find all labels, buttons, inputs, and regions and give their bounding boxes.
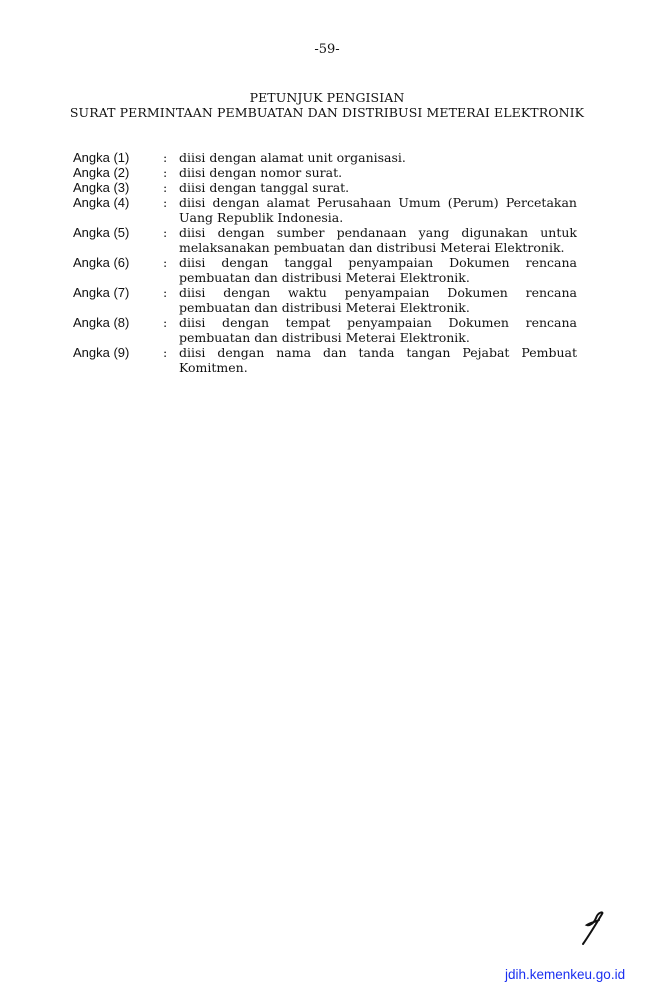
- item-text: diisi dengan tanggal penyampaian Dokumen rencana pembuatan dan distribusi Meterai Elektronik.: [179, 255, 577, 285]
- item-label: Angka (7): [73, 285, 130, 300]
- document-subtitle: SURAT PERMINTAAN PEMBUATAN DAN DISTRIBUSI METERAI ELEKTRONIK: [69, 105, 585, 120]
- list-item: [73, 195, 577, 225]
- item-separator: :: [163, 315, 168, 330]
- item-separator: :: [163, 285, 168, 300]
- list-item: [73, 285, 577, 315]
- item-label: Angka (5): [73, 225, 130, 240]
- signature-initial: [578, 910, 608, 950]
- item-separator: :: [163, 225, 168, 240]
- list-item: [73, 180, 577, 195]
- item-separator: :: [163, 150, 168, 165]
- item-text: diisi dengan alamat Perusahaan Umum (Perum) Percetakan Uang Republik Indonesia.: [179, 195, 577, 225]
- list-item: [73, 165, 577, 180]
- list-item: [73, 225, 577, 255]
- list-item: [73, 345, 577, 375]
- item-separator: :: [163, 165, 168, 180]
- item-label: Angka (4): [73, 195, 130, 210]
- list-item: [73, 315, 577, 345]
- list-item: [73, 255, 577, 285]
- item-separator: :: [163, 255, 168, 270]
- item-label: Angka (9): [73, 345, 130, 360]
- item-separator: :: [163, 180, 168, 195]
- item-text: diisi dengan tempat penyampaian Dokumen rencana pembuatan dan distribusi Meterai Elektronik.: [179, 315, 577, 345]
- item-label: Angka (3): [73, 180, 130, 195]
- item-separator: :: [163, 195, 168, 210]
- item-text: diisi dengan tanggal surat.: [179, 180, 350, 195]
- page-number: -59-: [314, 42, 340, 57]
- item-text: diisi dengan waktu penyampaian Dokumen rencana pembuatan dan distribusi Meterai Elektronik.: [179, 285, 577, 315]
- instruction-list: [73, 150, 577, 375]
- item-label: Angka (6): [73, 255, 130, 270]
- item-separator: :: [163, 345, 168, 360]
- item-text: diisi dengan nama dan tanda tangan Pejabat Pembuat Komitmen.: [179, 345, 577, 375]
- document-title: PETUNJUK PENGISIAN: [249, 90, 405, 105]
- item-label: Angka (8): [73, 315, 130, 330]
- item-label: Angka (2): [73, 165, 130, 180]
- item-text: diisi dengan alamat unit organisasi.: [179, 150, 406, 165]
- item-text: diisi dengan sumber pendanaan yang digunakan untuk melaksanakan pembuatan dan distribusi Meterai Elektronik.: [179, 225, 577, 255]
- item-text: diisi dengan nomor surat.: [179, 165, 343, 180]
- item-label: Angka (1): [73, 150, 130, 165]
- footer-link[interactable]: jdih.kemenkeu.go.id: [505, 967, 626, 982]
- list-item: [73, 150, 577, 165]
